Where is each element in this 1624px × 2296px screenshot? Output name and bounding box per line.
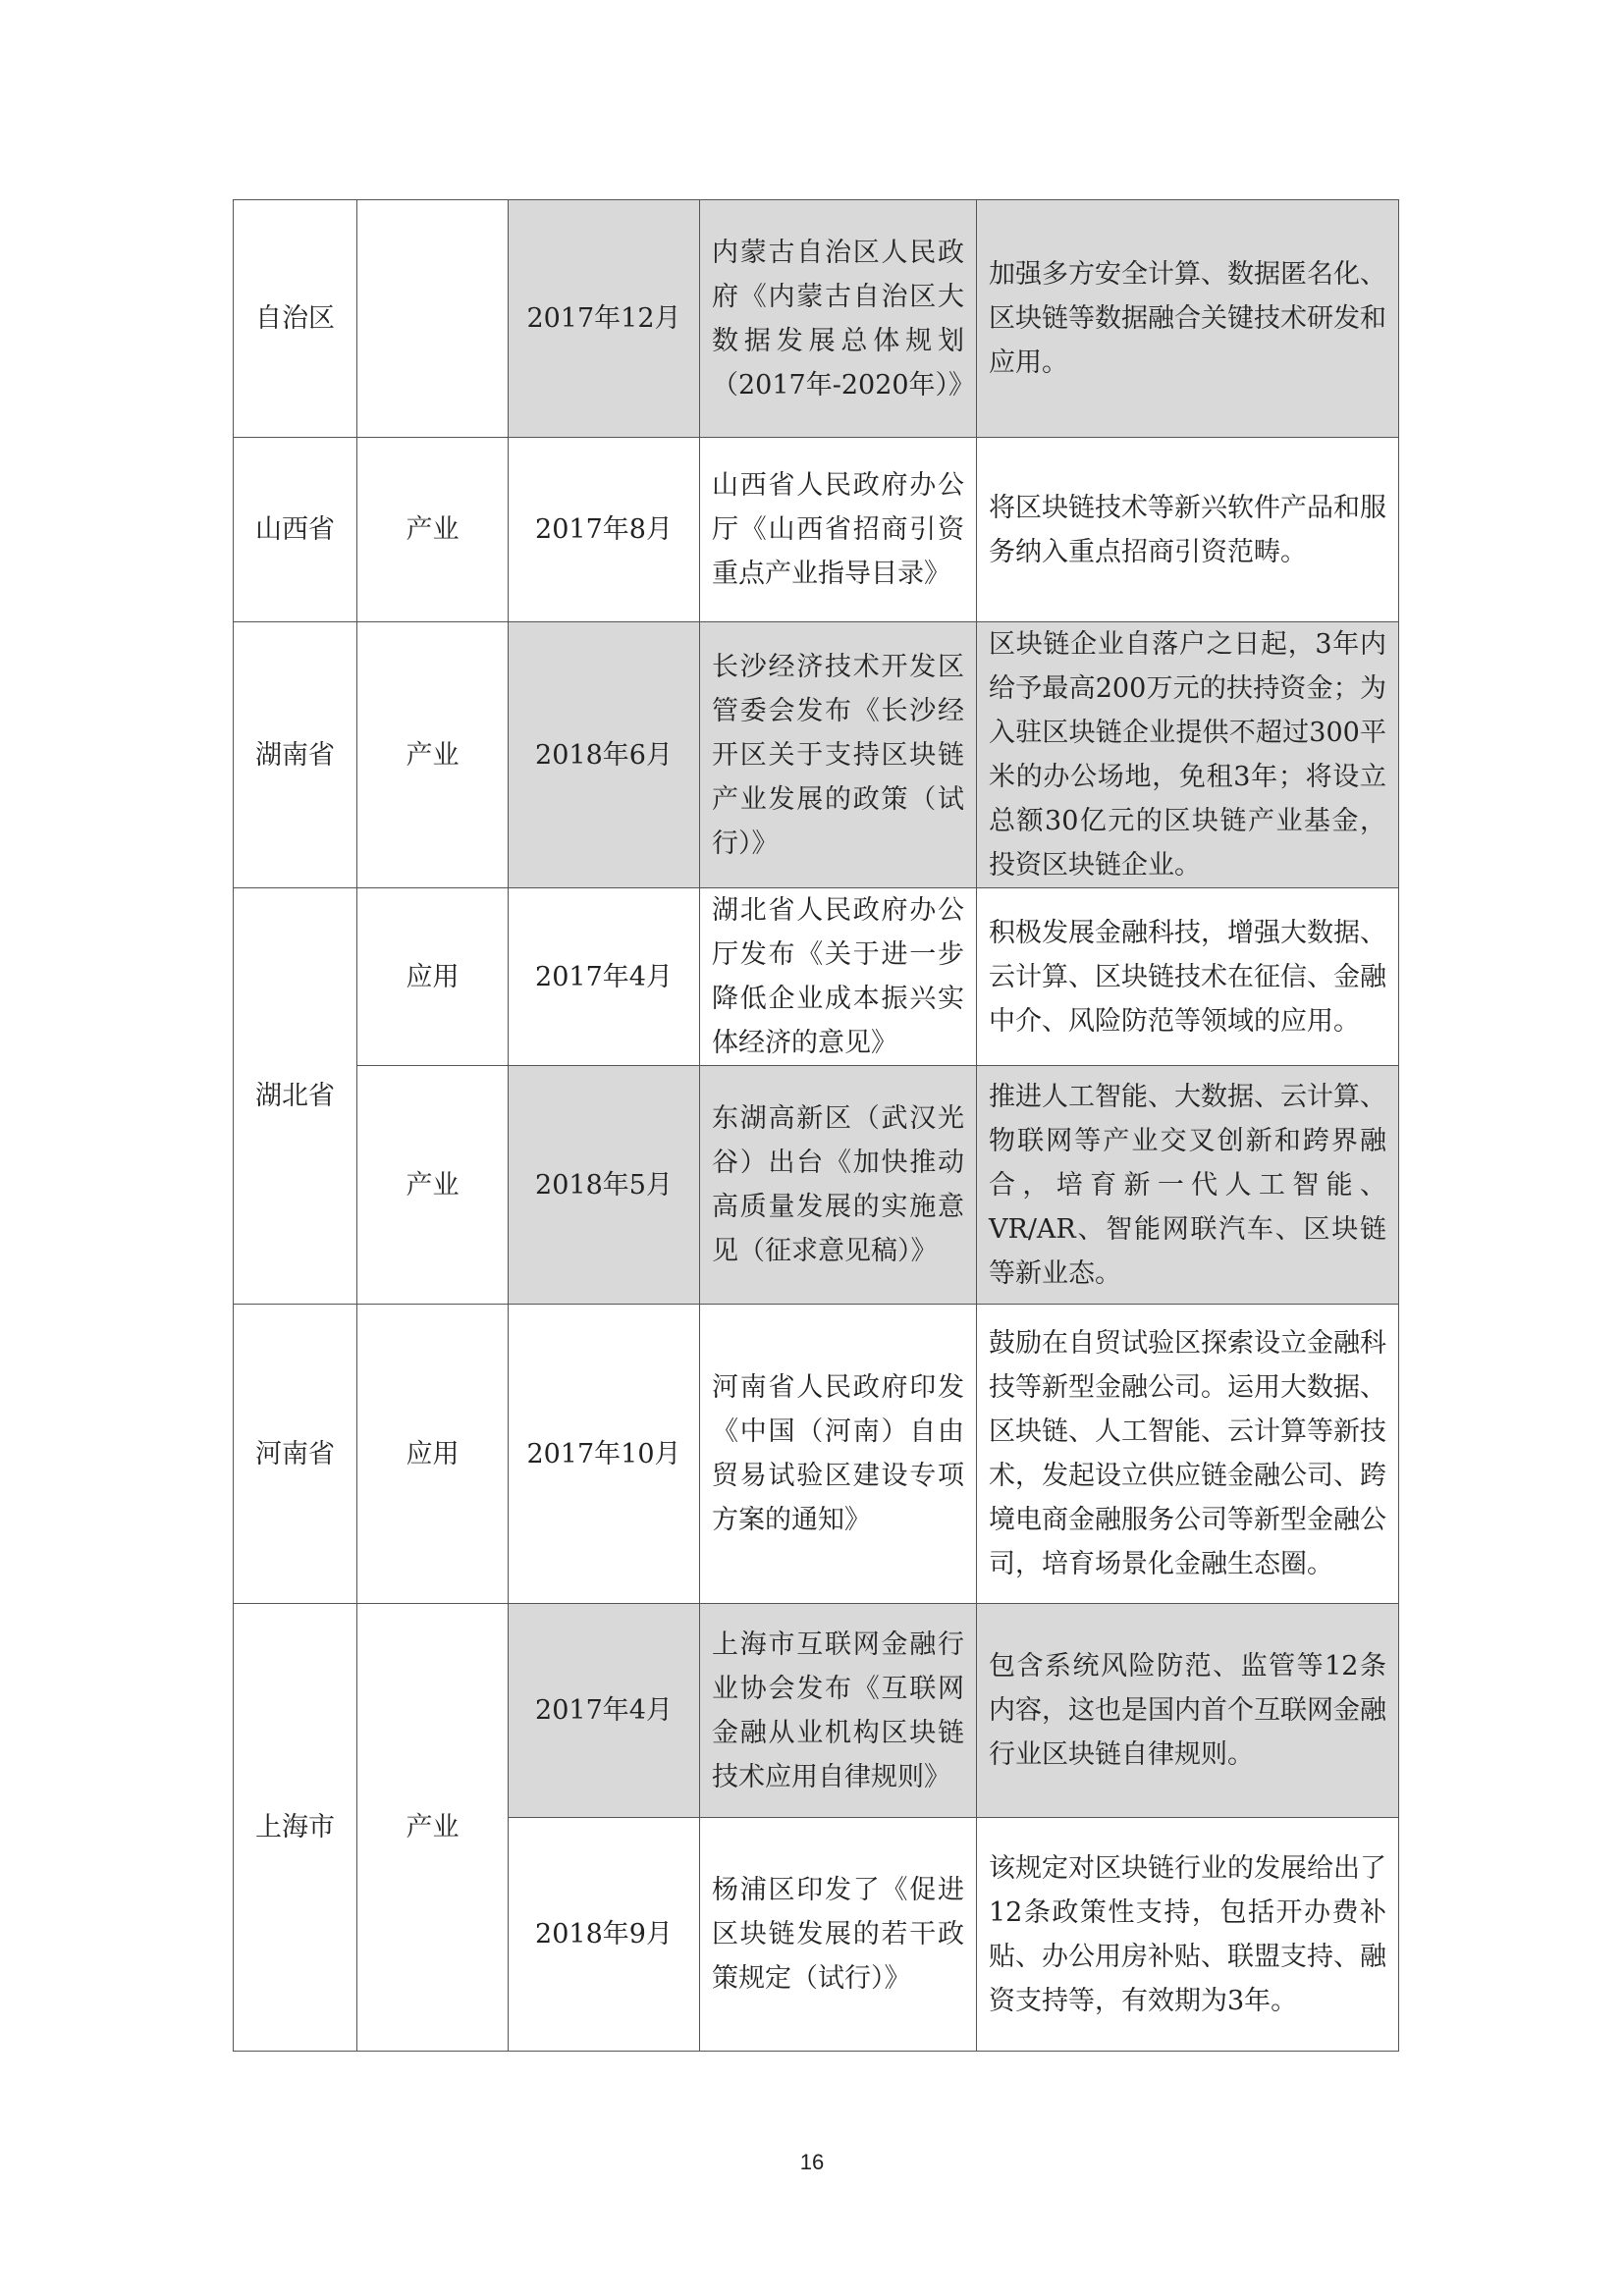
content-cell: 推进人工智能、大数据、云计算、物联网等产业交叉创新和跨界融合，培育新一代人工智能、VR/AR、智能网联汽车、区块链等新业态。 — [977, 1066, 1399, 1305]
doc-cell: 内蒙古自治区人民政府《内蒙古自治区大数据发展总体规划（2017年-2020年）》 — [700, 200, 977, 438]
doc-cell: 东湖高新区（武汉光谷）出台《加快推动高质量发展的实施意见（征求意见稿）》 — [700, 1066, 977, 1305]
date-cell: 2017年4月 — [509, 1604, 700, 1818]
page-number: 16 — [799, 2150, 825, 2174]
table-row — [234, 438, 1399, 622]
content-cell: 积极发展金融科技，增强大数据、云计算、区块链技术在征信、金融中介、风险防范等领域的应用。 — [977, 888, 1399, 1066]
date-cell: 2018年9月 — [509, 1818, 700, 2052]
doc-cell: 杨浦区印发了《促进区块链发展的若干政策规定（试行）》 — [700, 1818, 977, 2052]
type-cell: 产业 — [357, 438, 509, 622]
date-cell: 2018年6月 — [509, 622, 700, 888]
policy-table — [233, 199, 1399, 2052]
table-row — [234, 888, 1399, 1066]
date-cell: 2018年5月 — [509, 1066, 700, 1305]
date-cell: 2017年8月 — [509, 438, 700, 622]
region-cell: 湖北省 — [234, 888, 357, 1305]
content-cell: 该规定对区块链行业的发展给出了12条政策性支持，包括开办费补贴、办公用房补贴、联盟支持、融资支持等，有效期为3年。 — [977, 1818, 1399, 2052]
doc-cell: 上海市互联网金融行业协会发布《互联网金融从业机构区块链技术应用自律规则》 — [700, 1604, 977, 1818]
table-row — [234, 1066, 1399, 1305]
table-row — [234, 622, 1399, 888]
type-cell: 应用 — [357, 1305, 509, 1604]
region-cell: 上海市 — [234, 1604, 357, 2052]
content-cell: 包含系统风险防范、监管等12条内容，这也是国内首个互联网金融行业区块链自律规则。 — [977, 1604, 1399, 1818]
content-cell: 区块链企业自落户之日起，3年内给予最高200万元的扶持资金；为入驻区块链企业提供不超过300平米的办公场地，免租3年；将设立总额30亿元的区块链产业基金，投资区块链企业。 — [977, 622, 1399, 888]
region-cell: 湖南省 — [234, 622, 357, 888]
region-cell: 山西省 — [234, 438, 357, 622]
table-row — [234, 200, 1399, 438]
doc-cell: 河南省人民政府印发《中国（河南）自由贸易试验区建设专项方案的通知》 — [700, 1305, 977, 1604]
table-row — [234, 1604, 1399, 1818]
date-cell: 2017年4月 — [509, 888, 700, 1066]
doc-cell: 山西省人民政府办公厅《山西省招商引资重点产业指导目录》 — [700, 438, 977, 622]
type-cell — [357, 200, 509, 438]
date-cell: 2017年10月 — [509, 1305, 700, 1604]
content-cell: 将区块链技术等新兴软件产品和服务纳入重点招商引资范畴。 — [977, 438, 1399, 622]
type-cell: 产业 — [357, 1604, 509, 2052]
type-cell: 应用 — [357, 888, 509, 1066]
table-row — [234, 1305, 1399, 1604]
region-cell: 河南省 — [234, 1305, 357, 1604]
region-cell: 自治区 — [234, 200, 357, 438]
type-cell: 产业 — [357, 1066, 509, 1305]
type-cell: 产业 — [357, 622, 509, 888]
content-cell: 鼓励在自贸试验区探索设立金融科技等新型金融公司。运用大数据、区块链、人工智能、云计算等新技术，发起设立供应链金融公司、跨境电商金融服务公司等新型金融公司，培育场景化金融生态圈。 — [977, 1305, 1399, 1604]
date-cell: 2017年12月 — [509, 200, 700, 438]
content-cell: 加强多方安全计算、数据匿名化、区块链等数据融合关键技术研发和应用。 — [977, 200, 1399, 438]
doc-cell: 长沙经济技术开发区管委会发布《长沙经开区关于支持区块链产业发展的政策（试行）》 — [700, 622, 977, 888]
doc-cell: 湖北省人民政府办公厅发布《关于进一步降低企业成本振兴实体经济的意见》 — [700, 888, 977, 1066]
